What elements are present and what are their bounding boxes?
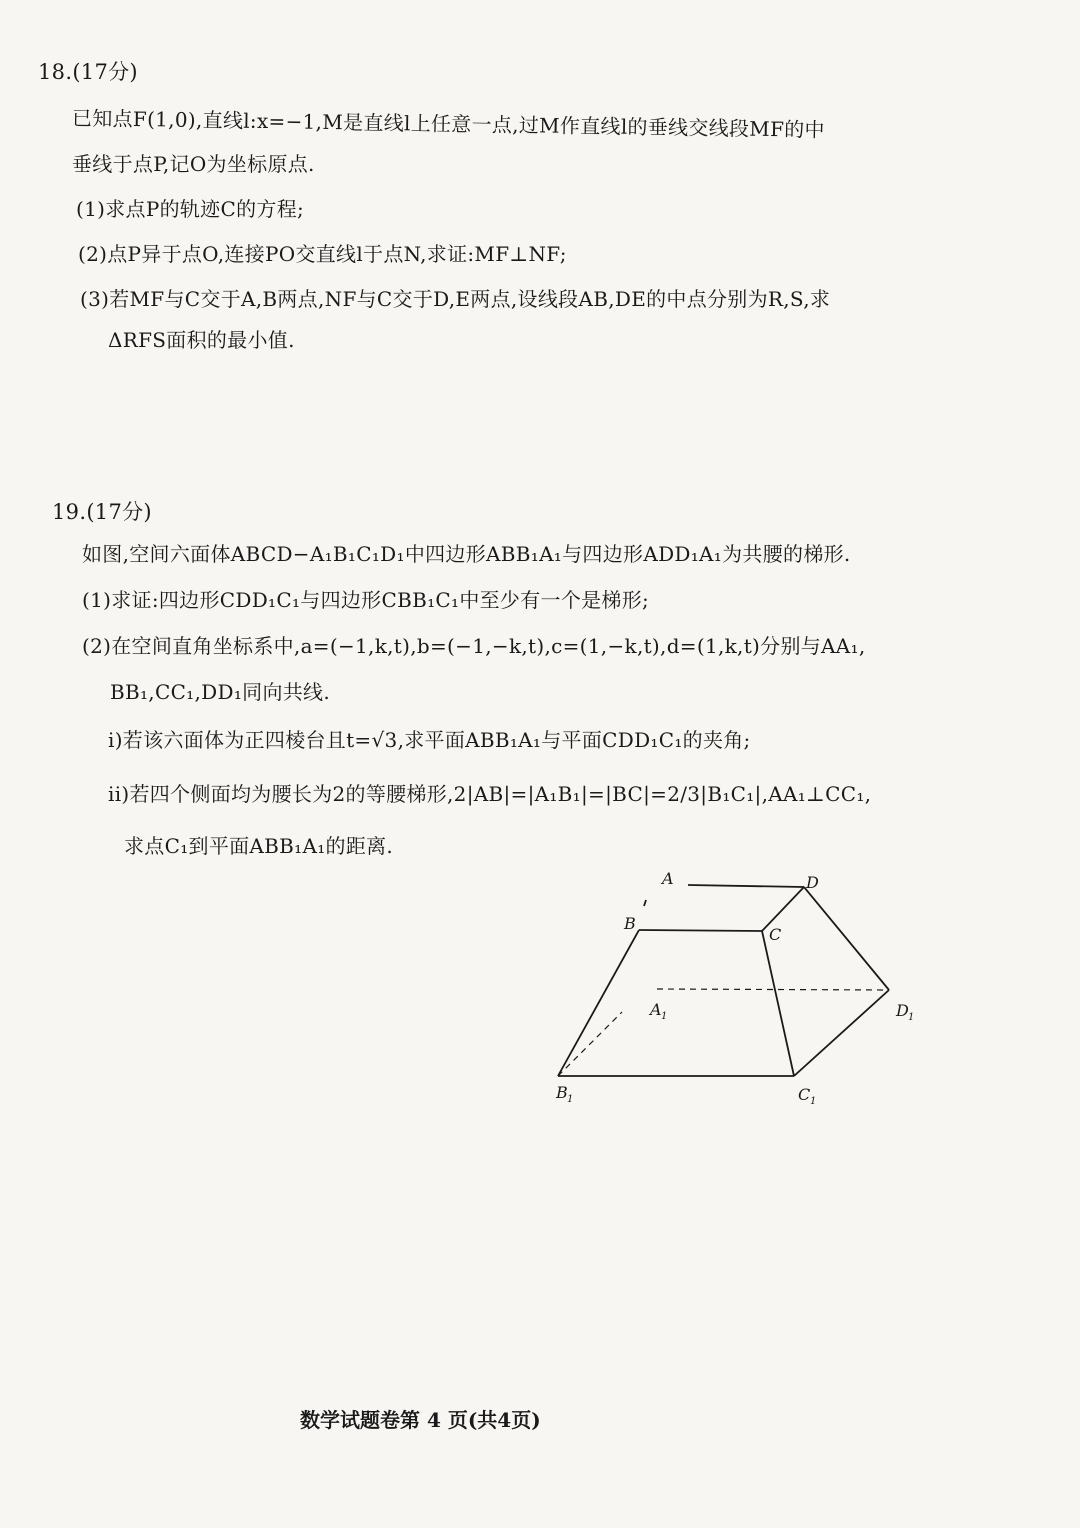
edge-BC [639,930,762,931]
q18-header [38,58,138,86]
q19-number: 19. [52,500,87,524]
q18-stem-line1: 已知点F(1,0),直线l:x=−1,M是直线l上任意一点,过M作直线l的垂线交线段MF的中 [71,106,826,142]
q19-points: (17分) [86,500,152,524]
q19-sub-ii-line2: 求点C₁到平面ABB₁A₁的距离. [124,834,394,858]
edge-CC1 [762,931,794,1076]
edge-AB-fragment [644,900,646,906]
label-B: B [624,914,636,933]
q18-number: 18. [38,60,73,84]
figure-hidden-edges [558,989,889,1076]
q19-header [52,498,152,526]
label-D1: D [896,1001,909,1020]
label-B1: B [556,1083,568,1102]
edge-AD [688,885,804,887]
edge-A1B1-hidden [558,1012,622,1076]
edge-BB1 [558,930,639,1076]
q19-part2-line1: (2)在空间直角坐标系中,a=(−1,k,t),b=(−1,−k,t),c=(1,−k,t),d=(1,k,t)分别与AA₁, [82,634,866,658]
label-C1: C [798,1085,811,1104]
label-A: A [662,869,674,888]
q19-part1: (1)求证:四边形CDD₁C₁与四边形CBB₁C₁中至少有一个是梯形; [82,588,650,612]
edge-DD1 [804,887,889,990]
q18-points: (17分) [72,60,138,84]
q18-part1: (1)求点P的轨迹C的方程; [76,197,305,221]
q19-sub-ii-line1: ii)若四个侧面均为腰长为2的等腰梯形,2|AB|=|A₁B₁|=|BC|=2/3|B₁C₁|,AA₁⊥CC₁, [108,782,872,806]
figure-edges [558,885,889,1076]
label-C: C [769,925,782,944]
page-footer: 数学试题卷第 4 页(共4页) [300,1408,541,1432]
label-D: D [806,873,819,892]
q18-part3-line1: (3)若MF与C交于A,B两点,NF与C交于D,E两点,设线段AB,DE的中点分别为R,S,求 [80,287,831,311]
q18-stem-line2: 垂线于点P,记O为坐标原点. [72,152,315,176]
q19-sub-i: i)若该六面体为正四棱台且t=√3,求平面ABB₁A₁与平面CDD₁C₁的夹角; [108,728,751,752]
q19-stem: 如图,空间六面体ABCD−A₁B₁C₁D₁中四边形ABB₁A₁与四边形ADD₁A₁为共腰的梯形. [82,542,851,566]
q19-part2-line2: BB₁,CC₁,DD₁同向共线. [110,680,330,704]
label-C1-sub: 1 [810,1096,817,1107]
label-A1-sub: 1 [661,1011,668,1022]
label-B1-sub: 1 [567,1094,574,1105]
label-D1-sub: 1 [908,1012,915,1023]
hexahedron-figure [540,860,940,1110]
label-A1: A [650,1000,662,1019]
edge-C1D1 [794,990,889,1076]
edge-A1D1-hidden [657,989,889,990]
q18-part3-line2: ΔRFS面积的最小值. [108,328,295,352]
q18-part2: (2)点P异于点O,连接PO交直线l于点N,求证:MF⊥NF; [78,242,567,266]
